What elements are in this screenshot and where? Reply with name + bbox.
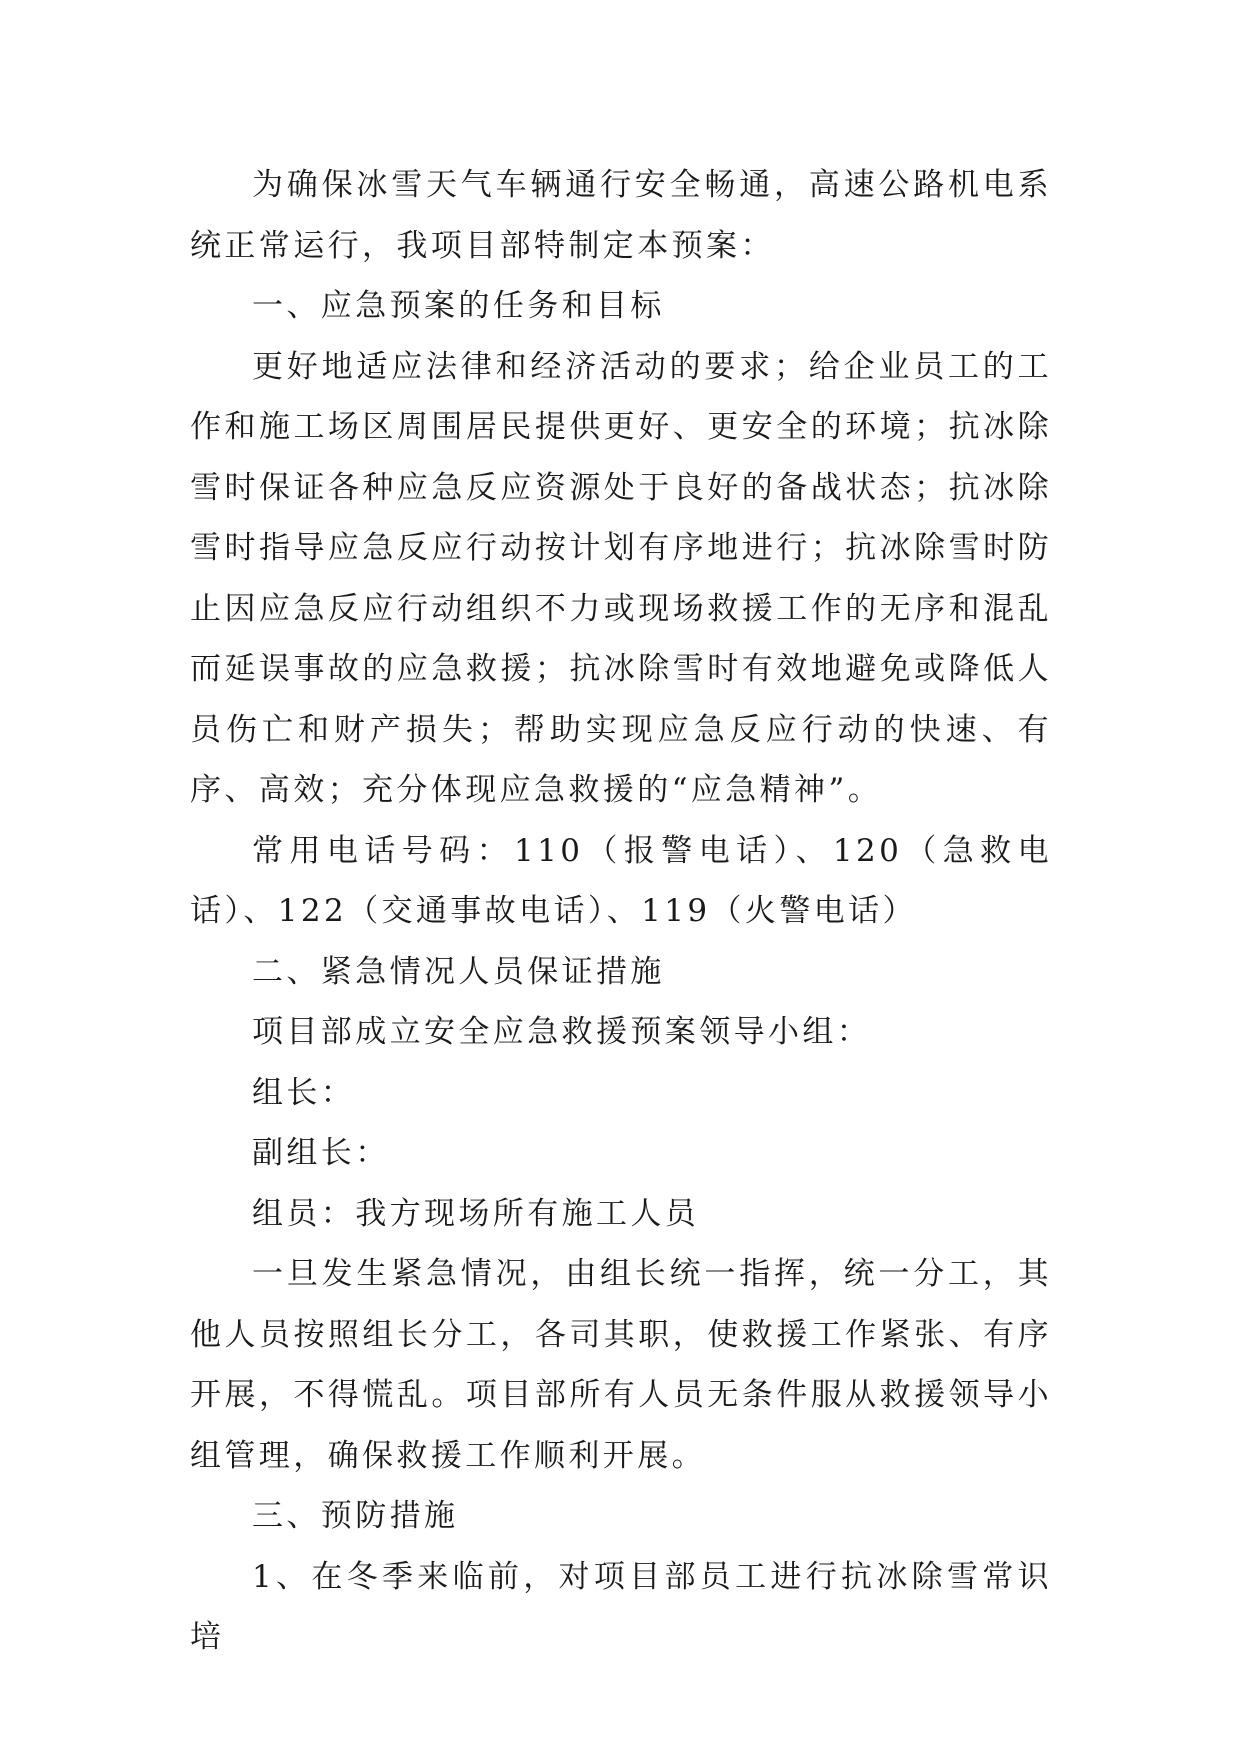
deputy-leader-line: 副组长： [252,1135,390,1171]
section-3-heading: 三、预防措施 [252,1498,459,1534]
measure-1-paragraph: 1、在冬季来临前，对项目部员工进行抗冰除雪常识培 [190,1558,1052,1655]
group-members-line: 组员：我方现场所有施工人员 [252,1195,700,1232]
section-1-heading: 一、应急预案的任务和目标 [252,288,665,324]
section-2-heading: 二、紧急情况人员保证措施 [252,953,665,990]
phone-numbers-paragraph: 常用电话号码：110（报警电话）、120（急救电话）、122（交通事故电话）、119（火警电话） [190,832,1052,929]
group-leader-line: 组长： [252,1074,356,1111]
section-1-body: 更好地适应法律和经济活动的要求；给企业员工的工作和施工场区周围居民提供更好、更安全的环境；抗冰除雪时保证各种应急反应资源处于良好的备战状态；抗冰除雪时指导应急反应行动按计划有序地进行；抗冰除雪时防止因应急反应行动组织不力或现场救援工作的无序和混乱而延误事故的应急救援；抗冰除雪时有效地避免或降低人员伤亡和财产损失；帮助实现应急反应行动的快速、有序、高效；充分体现应急救援的“应急精神”。 [190,348,1052,808]
intro-paragraph: 为确保冰雪天气车辆通行安全畅通，高速公路机电系统正常运行，我项目部特制定本预案： [190,167,1052,264]
emergency-command-paragraph: 一旦发生紧急情况，由组长统一指挥，统一分工，其他人员按照组长分工，各司其职，使救援工作紧张、有序开展，不得慌乱。项目部所有人员无条件服从救援领导小组管理，确保救援工作顺利开展。 [190,1256,1052,1474]
document-page [190,155,1052,1668]
leadership-group-paragraph: 项目部成立安全应急救援预案领导小组： [252,1014,872,1050]
